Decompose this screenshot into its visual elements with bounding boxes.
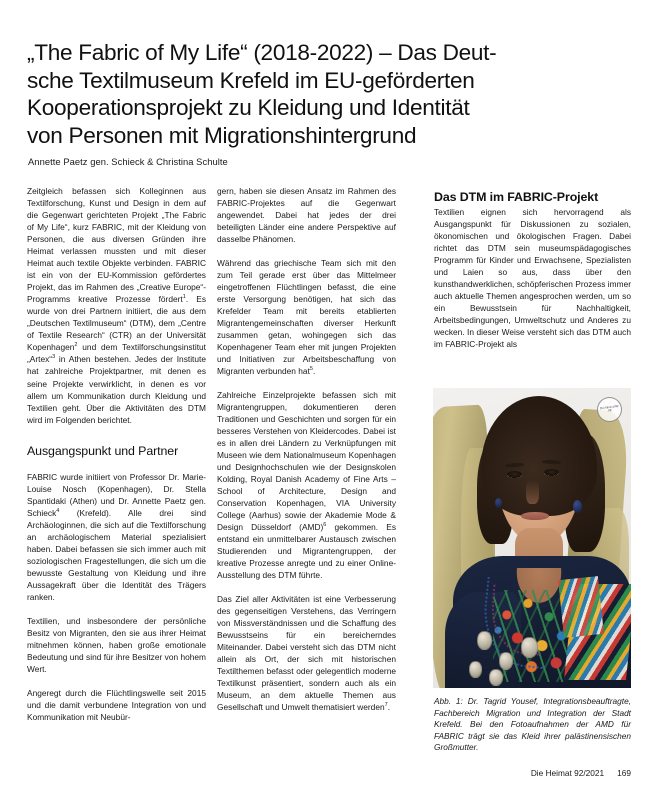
para-text: FABRIC wurde initiiert von Professor Dr. Marie-Louise Nosch (Kopenhagen), Dr. Stella Spantidaki (Athen) und Dr. Annette Paetz gen. Schieck [27,472,206,519]
nose [526,480,539,504]
section-heading-ausgangspunkt: Ausgangspunkt und Partner [27,443,179,458]
title-line-3: Kooperationsprojekt zu Kleidung und Identität [27,95,470,121]
footer-journal: Die Heimat 92/2021 [530,768,605,778]
para-text: Das Ziel aller Aktivitäten ist eine Verbesserung des gegenseitigen Verstehens, das Verringern von Missverständnissen und die Schaffung des Bewusstseins für ein bereicherndes Miteinander. Dabei versteht sich das DTM nicht allein als Ort, der sich mit historischen Textilthemen befasst oder gelegentlich moderne Textilkunst präsentiert, sondern auch als ein Museum, an dem aktuelle Themen aus Gesellschaft und Umwelt thematisiert werden [217,593,396,713]
paragraph-partners [27,471,206,603]
para-text: und dem Textilforschungsinstitut „Artex“ [27,342,206,365]
title-line-4: von Personen mit Migrationshintergrund [27,122,417,148]
paragraph-ansatz: gern, haben sie diesen Ansatz im Rahmen des FABRIC-Projektes auf die Gegenwart angewendet. Dabei hat jedes der drei beteiligten Länder eine andere Perspektive auf dasselbe Phänomen. [217,186,396,245]
paragraph-textilien: Textilien, und insbesondere der persönliche Besitz von Migranten, den sie aus ihrer Heimat mitnehmen können, haben große emotionale Bedeutung und sind für ihre Besitzer von hohem Wert. [27,616,206,675]
paragraph-dtm-textilien: Textilien eignen sich hervorragend als Ausgangspunkt für Diskussionen zu sozialen, ökonomischen und ökologischen Fragen. Dabei richtet das DTM sein museumspädagogisches Programm für Kinder und Erwachsene, Spezialisten und Laien so aus, dass über den kunsthandwerklichen, schöpferischen Prozess immer auch aktuelle Themen angesprochen werden, um so ein Bewusstsein für Nachhaltigkeit, Arbeitsbedingungen, Umweltschutz und Anderes zu wecken. In dieser Weise versteht sich das DTM auch im FABRIC-Projekt als [434,207,631,350]
text-column-2 [217,185,396,713]
coin-pendant [469,661,482,678]
page-title [27,39,627,149]
title-line-1: „The Fabric of My Life“ (2018-2022) – Das Deut- [27,40,497,66]
footnote-ref-4: 4 [56,508,60,515]
footnote-ref-6: 6 [323,522,327,529]
para-text: gekommen. Es entstand ein unmittelbarer Austausch zwischen Studierenden und Migrantengruppen, der kreative Prozesse anregte und zu einer Online-Ausstellung des DTM führte. [217,522,396,581]
figure-caption: Abb. 1: Dr. Tagrid Yousef, Integrationsbeauftragte, Fachbereich Migration und Integration der Stadt Krefeld. Bei den Fotoaufnahmen der AMD für FABRIC trägt sie das Kleid ihrer palästinensischen Großmutter. [434,696,631,753]
portrait-photo [433,388,631,688]
page-footer [434,768,631,779]
mouth [521,512,549,520]
coin-pendant [499,652,513,670]
footnote-ref-2: 2 [74,342,78,349]
watermark-label: The Fabric of My Life [599,403,619,413]
authors-byline: Annette Paetz gen. Schieck & Christina Schulte [28,156,228,167]
footnote-ref-1: 1 [182,294,186,301]
earring-right [573,500,582,513]
footnote-ref-7: 7 [384,702,388,709]
text-column-3 [434,206,631,350]
fabric-of-my-life-watermark-icon [597,397,622,422]
coin-pendant [477,631,492,650]
paragraph-ziel [217,593,396,713]
coin-pendant [489,669,503,686]
para-text: Zahlreiche Einzelprojekte befassen sich mit Migrantengruppen, dokumentieren deren Traditionen und Geschichten und sorgen für ein besseres Verstehen von Kleidercodes. Dabei ist es in allen drei Ländern zu Verknüpfungen mit Museen wie dem Nationalmuseum Kopenhagen und Designhochschulen wie der Designskolen Kolding, Royal Danish Academy of Fine Arts – School of Architecture, Design and Conservation Kopenhagen, VIA University College (Aarhus) sowie der Akademie Mode & Design Düsseldorf (AMD) [217,389,396,532]
paragraph-intro [27,185,206,426]
para-text: Zeitgleich befassen sich Kolleginnen aus Textilforschung, Kunst und Design in dem auf die Gegenwart gerichteten Projekt „The Fabric of My Life“, kurz FABRIC, mit der Kleidung von Personen, die aus diversen Gründen ihre Heimat verlassen mussten und mit dieser Heimat auch textile Objekte verbinden. FABRIC ist ein von der EU-Kommission gefördertes Projekt, das im Rahmen des „Creative Europe“-Programms kreative Prozesse fördert [27,186,206,305]
section-heading-dtm-fabric: Das DTM im FABRIC-Projekt [434,190,599,205]
title-line-2: sche Textilmuseum Krefeld im EU-geförderten [27,67,475,93]
para-text: in Athen bestehen. Jedes der Institute hat zahlreiche Projektpartner, mit denen es seine Projekte verwirklicht, in denen es vor allem um Kommunikation durch Kleidung und Textilien geht. Über die Aktivitäten des DTM wird im Folgenden berichtet. [27,354,206,425]
paragraph-einzelprojekte [217,389,396,582]
eye-right [544,469,559,476]
embroidery-stripes-shoulder [558,576,604,638]
figure-image [433,388,631,688]
para-text: . Es wurde von drei Partnern initiiert, die aus dem „Deutschen Textilmuseum“ (DTM), dem „Centre of Textile Research“ (CTR) an der Universität Kopenhagen [27,294,206,353]
coin-pendant [521,637,538,658]
text-column-1 [27,185,206,723]
para-text: Während das griechische Team sich mit den zum Teil gerade erst über das Mittelmeer eingetroffenen Flüchtlingen befasst, die eine erste Versorgung benötigen, hat sich das Krefelder Team mit bereits etablierten Migrantengemeinschaften diverser Herkunft zusammen getan, wohingegen sich das Kopenhagener Team eher mit jungen Projekten und Initiativen zur Arbeitsbeschaffung von Migranten verbunden hat [217,257,396,377]
footnote-ref-5: 5 [309,366,313,373]
footnote-ref-3: 3 [52,354,56,361]
earring-left [495,498,502,508]
para-text: . [312,366,316,377]
para-text: . [387,702,391,713]
paragraph-teams [217,257,396,377]
eye-left [507,471,522,478]
paragraph-fluechtlingswelle: Angeregt durch die Flüchtlingswelle seit 2015 und die damit verbundene Integration von und Kommunikation mit Neubür- [27,687,206,722]
footer-page-number: 169 [617,768,631,778]
para-text: (Krefeld). Alle drei sind Archäologinnen, die sich auf die Textilforschung an archäologischem Material spezialisiert haben. Dabei befassen sie sich immer auch mit soziologischen Fragestellungen, die sich um die bewusste Gestaltung von Kleidung und ihre Aussagekraft über die Identität des Trägers ranken. [27,508,206,603]
